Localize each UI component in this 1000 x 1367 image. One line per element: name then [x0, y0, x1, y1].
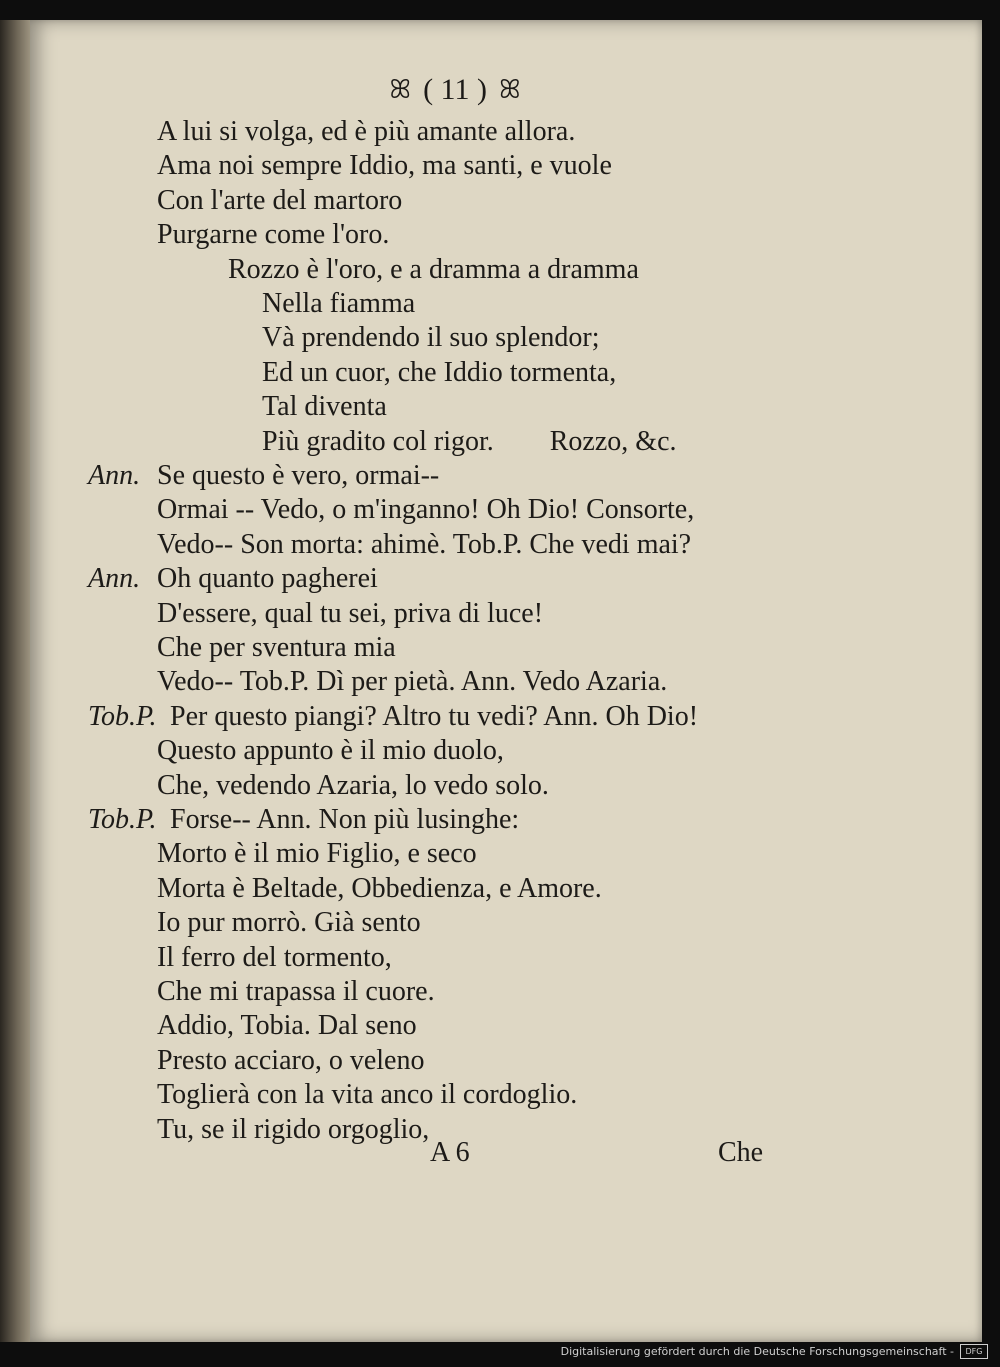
verse-line: Vedo-- Tob.P. Dì per pietà. Ann. Vedo Azaria.	[157, 666, 668, 698]
page-header	[340, 73, 570, 107]
page-number: ( 11 )	[423, 73, 487, 106]
digitization-credit	[561, 1344, 988, 1359]
verse-line: Ed un cuor, che Iddio tormenta,	[262, 356, 617, 388]
signature-mark: A 6	[430, 1137, 470, 1168]
verse-line: Il ferro del tormento,	[157, 941, 392, 973]
catchword: Che	[718, 1137, 764, 1168]
verse-line: Questo appunto è il mio duolo,	[157, 735, 504, 767]
verse-line: Ormai -- Vedo, o m'inganno! Oh Dio! Consorte,	[157, 494, 695, 526]
verse-line: Io pur morrò. Già sento	[157, 907, 421, 939]
ornament-right-icon: ꕤ	[498, 74, 521, 104]
dfg-logo: DFG	[960, 1344, 988, 1359]
verse-line: Toglierà con la vita anco il cordoglio.	[157, 1079, 578, 1111]
verse-line: Forse-- Ann. Non più lusinghe:	[170, 804, 520, 835]
verse-line: D'essere, qual tu sei, priva di luce!	[157, 597, 544, 629]
verse-line: A lui si volga, ed è più amante allora.	[157, 116, 576, 147]
verse-line: Và prendendo il suo splendor;	[262, 322, 600, 354]
speaker-label: Ann.	[88, 460, 141, 491]
verse-line: Che mi trapassa il cuore.	[157, 976, 435, 1007]
credit-text: Digitalisierung gefördert durch die Deutsche Forschungsgemeinschaft -	[560, 1345, 954, 1358]
verse-line: Purgarne come l'oro.	[157, 219, 390, 251]
verse-line: Rozzo è l'oro, e a dramma a dramma	[228, 253, 639, 285]
verse-line: Presto acciaro, o veleno	[157, 1044, 425, 1076]
verse-line: Che, vedendo Azaria, lo vedo solo.	[157, 769, 549, 801]
verse-line: Che per sventura mia	[157, 632, 396, 663]
speaker-label: Ann.	[88, 563, 141, 595]
speaker-label: Tob.P.	[88, 700, 157, 732]
speaker-label: Tob.P.	[88, 804, 157, 835]
ornament-left-icon: ꕤ	[389, 74, 412, 104]
verse-line: Ama noi sempre Iddio, ma santi, e vuole	[157, 150, 612, 182]
verse-line: Più gradito col rigor. Rozzo, &c.	[262, 425, 677, 457]
verse-line: Nella fiamma	[262, 288, 416, 319]
verse-line: Per questo piangi? Altro tu vedi? Ann. Oh Dio!	[170, 700, 699, 732]
verse-line: Oh quanto pagherei	[157, 563, 378, 595]
verse-line: Tu, se il rigido orgoglio,	[157, 1113, 430, 1145]
verse-line: Morto è il mio Figlio, e seco	[157, 838, 477, 870]
verse-line: Con l'arte del martoro	[157, 184, 403, 216]
verse-line: Vedo-- Son morta: ahimè. Tob.P. Che vedi mai?	[157, 528, 692, 560]
verse-line: Se questo è vero, ormai--	[157, 460, 440, 491]
verse-line: Tal diventa	[262, 391, 387, 423]
verse-line: Addio, Tobia. Dal seno	[157, 1010, 417, 1042]
verse-line: Morta è Beltade, Obbedienza, e Amore.	[157, 872, 602, 904]
